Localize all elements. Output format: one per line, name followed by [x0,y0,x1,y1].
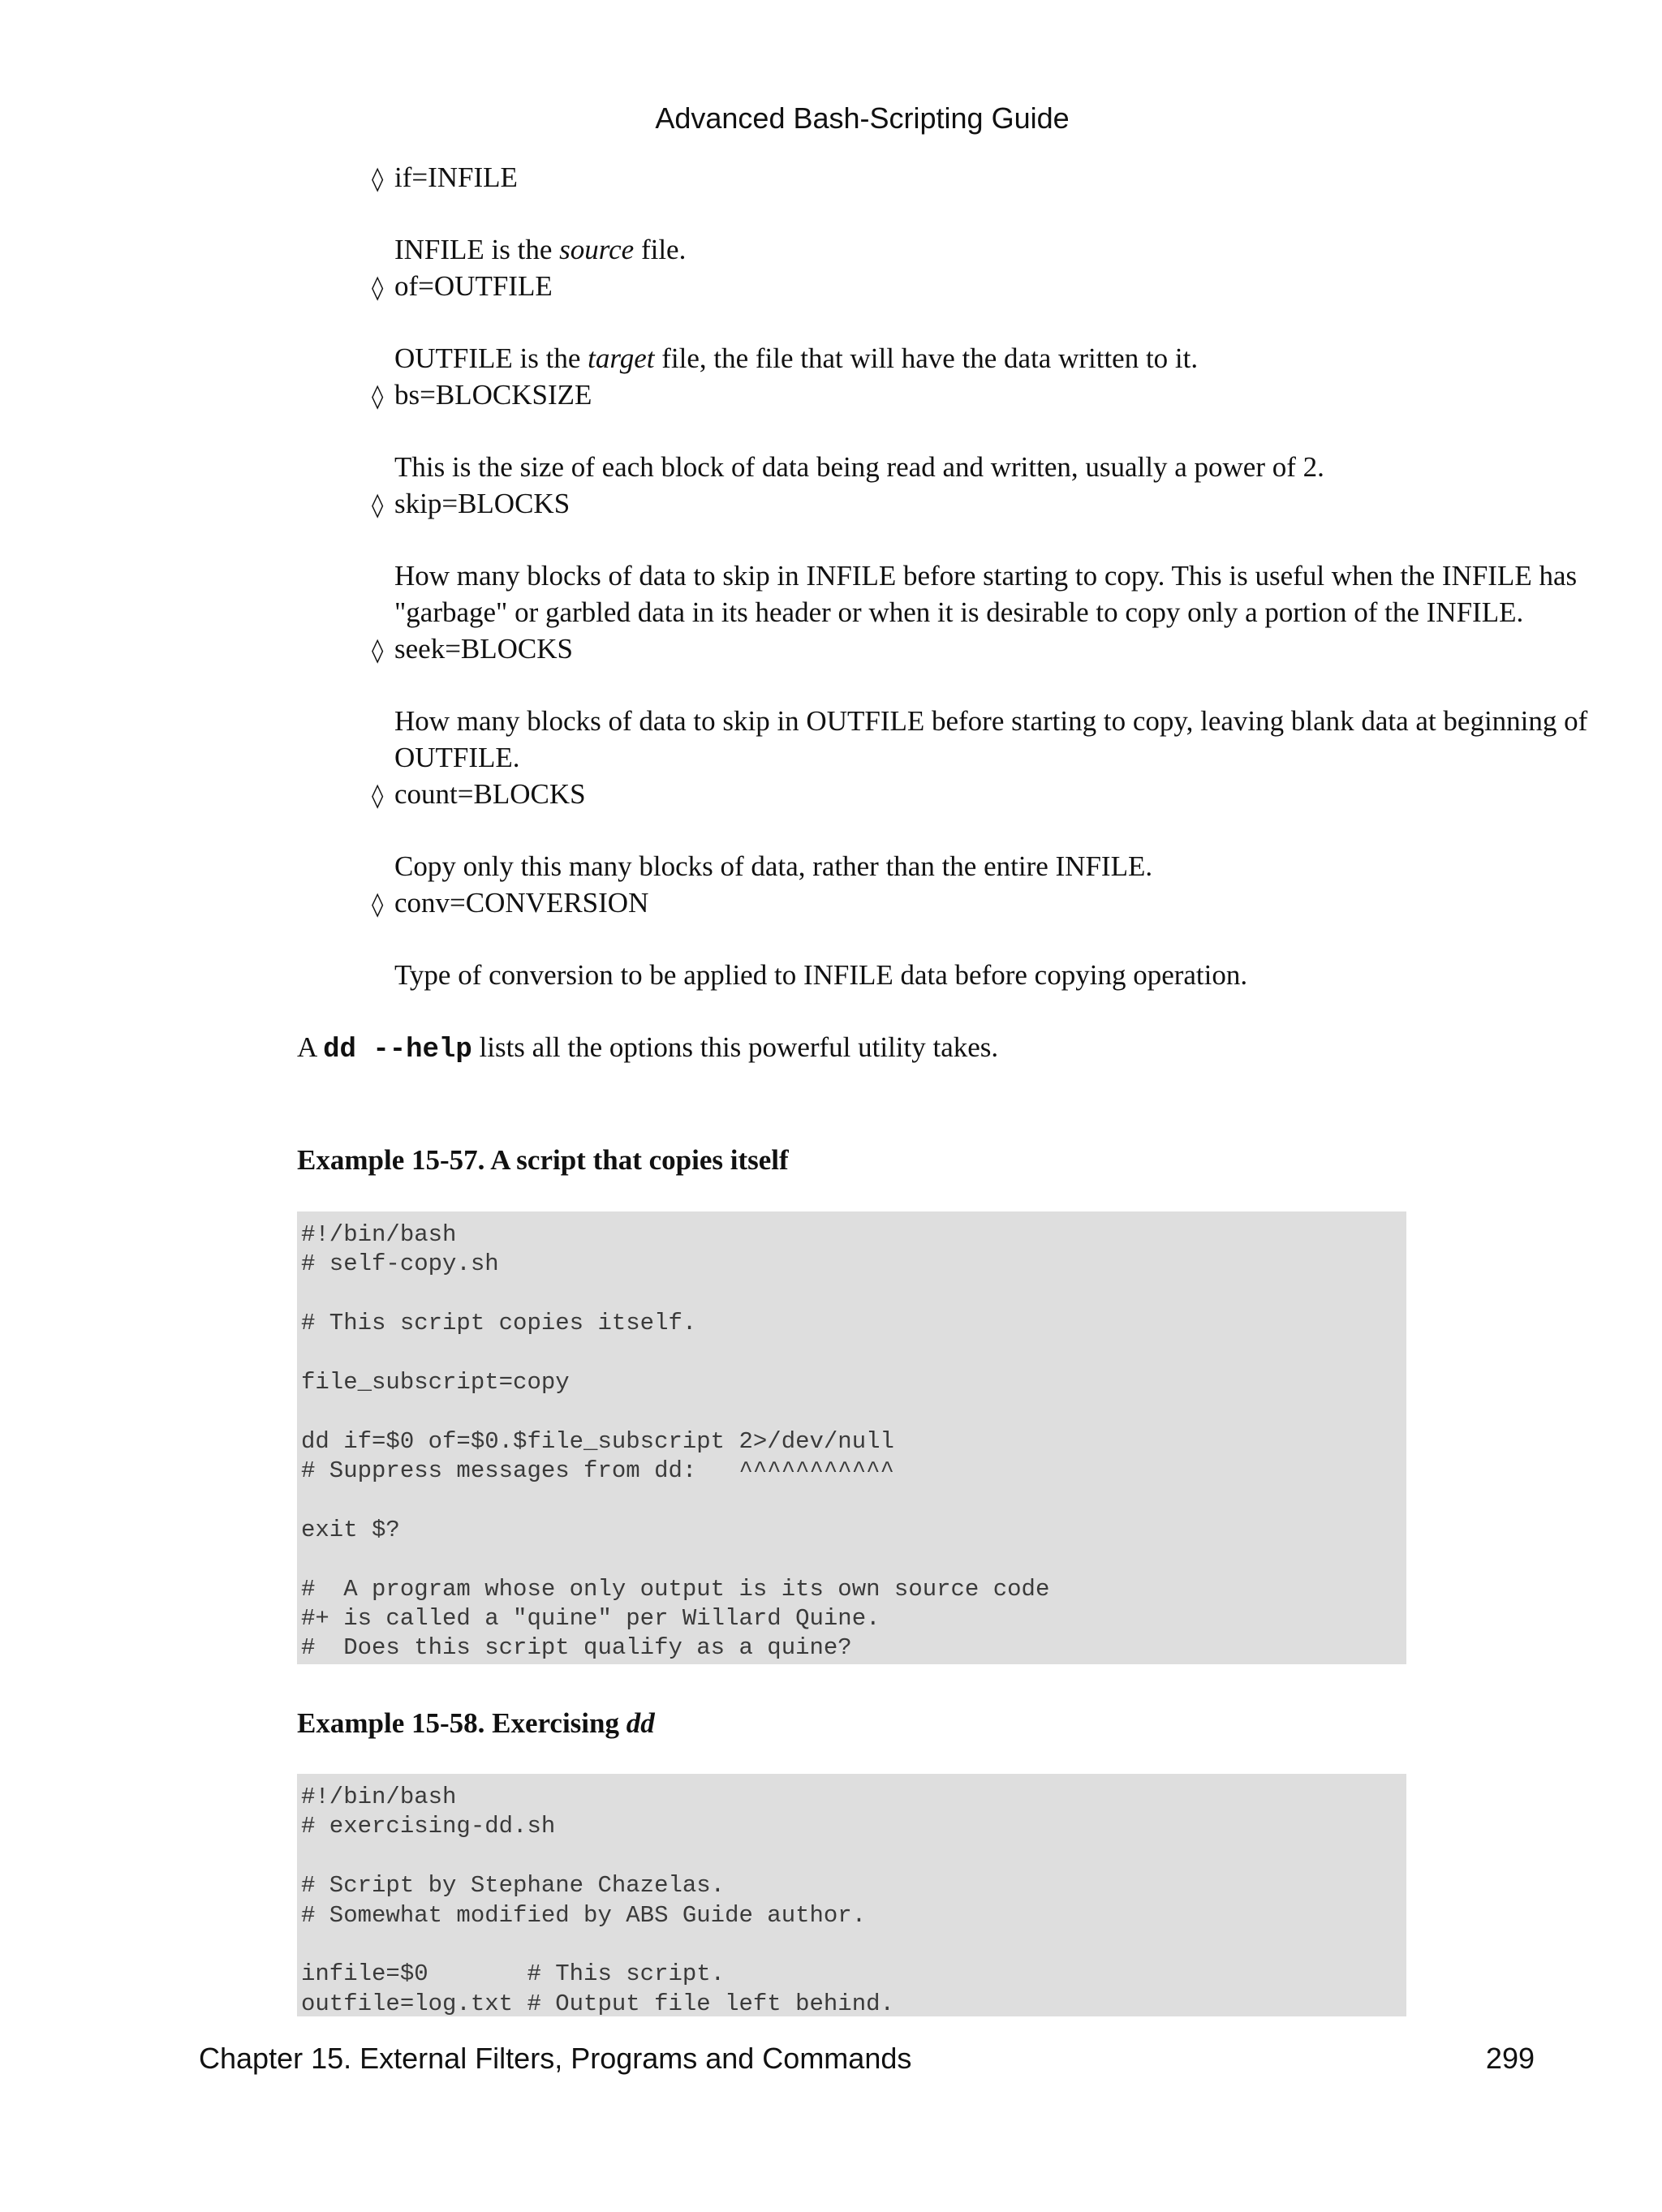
code-line: # Somewhat modified by ABS Guide author. [301,1901,867,1929]
code-line [301,1280,1406,1309]
example-15-58-title-prefix: Example 15-58. Exercising [297,1707,626,1739]
code-line: file_subscript=copy [301,1368,570,1396]
code-line [301,1487,1406,1516]
code-line: exit $? [301,1516,400,1543]
option-term [372,884,1589,921]
option-description-text: INFILE is the [394,234,560,265]
code-line: # self-copy.sh [301,1250,499,1278]
option-term [372,268,1589,304]
help-paragraph-before: A [297,1031,324,1063]
example-15-58-title-cmd: dd [626,1707,655,1739]
code-line: #!/bin/bash [301,1221,457,1248]
code-line: # Does this script qualify as a quine? [301,1634,852,1662]
lozenge-bullet-icon: ◊ [372,890,384,918]
option-term [372,377,1589,413]
footer-page-number: 299 [1485,2042,1535,2075]
option-term-text: conv=CONVERSION [394,887,649,919]
option-description [394,231,1589,268]
help-paragraph-after: lists all the options this powerful utility takes. [471,1031,999,1063]
option-term-text: bs=BLOCKSIZE [394,379,592,411]
option-description-emphasis: source [559,234,635,265]
code-block-exercising-dd [297,1774,1406,2016]
option-description [394,957,1589,993]
code-line [301,1397,1406,1427]
code-line: # exercising-dd.sh [301,1813,556,1840]
option-description-text: Copy only this many blocks of data, rather than the entire INFILE. [394,850,1153,882]
code-block-self-copy [297,1211,1406,1664]
lozenge-bullet-icon: ◊ [372,491,384,519]
code-line: infile=$0 # This script. [301,1960,726,1988]
code-line: #!/bin/bash [301,1784,457,1810]
option-term [372,776,1589,812]
option-term-text: skip=BLOCKS [394,488,571,519]
footer-chapter-title: Chapter 15. External Filters, Programs and Commands [199,2042,912,2075]
lozenge-bullet-icon: ◊ [372,781,384,809]
option-description [394,848,1589,884]
code-line [301,1930,1406,1960]
option-term [372,159,1589,196]
running-header: Advanced Bash-Scripting Guide [655,101,1070,135]
lozenge-bullet-icon: ◊ [372,165,384,192]
example-15-58-title [297,1705,655,1741]
code-line: # This script copies itself. [301,1310,697,1337]
code-line: #+ is called a "quine" per Willard Quine. [301,1605,881,1633]
option-description [394,340,1589,377]
option-description [394,449,1589,485]
option-term-text: seek=BLOCKS [394,633,574,665]
lozenge-bullet-icon: ◊ [372,382,384,410]
option-description-text: OUTFILE is the [394,342,588,374]
option-term [372,485,1589,522]
code-line [301,1339,1406,1368]
option-term-text: of=OUTFILE [394,270,553,302]
option-description-text: Type of conversion to be applied to INFILE data before copying operation. [394,959,1248,991]
code-line: # A program whose only output is its own source code [301,1575,1050,1603]
option-description-text: How many blocks of data to skip in OUTFILE before starting to copy, leaving blank data at beginning of OUTFILE. [394,705,1588,773]
code-line [301,1545,1406,1574]
lozenge-bullet-icon: ◊ [372,636,384,664]
option-description-emphasis: target [588,342,655,374]
code-line: # Script by Stephane Chazelas. [301,1872,726,1900]
dd-options-list [372,159,1589,993]
option-description-text: file. [634,234,687,265]
option-description-text: file, the file that will have the data written to it. [654,342,1199,374]
code-line: dd if=$0 of=$0.$file_subscript 2>/dev/null [301,1427,894,1455]
help-paragraph [297,1029,998,1069]
dd-help-command: dd --help [323,1035,472,1065]
lozenge-bullet-icon: ◊ [372,273,384,301]
code-line: # Suppress messages from dd: ^^^^^^^^^^^ [301,1457,894,1485]
option-term-text: count=BLOCKS [394,778,586,810]
option-term [372,630,1589,667]
option-description-text: How many blocks of data to skip in INFILE before starting to copy. This is useful when the INFILE has "garbage" or garbled data in its header or when it is desirable to copy only a portion of the INFILE. [394,560,1578,628]
option-description [394,703,1589,776]
option-term-text: if=INFILE [394,161,518,193]
code-line [301,1842,1406,1871]
option-description [394,557,1589,630]
code-line: outfile=log.txt # Output file left behind. [301,1990,894,2016]
example-15-57-title: Example 15-57. A script that copies itself [297,1144,789,1176]
option-description-text: This is the size of each block of data being read and written, usually a power of 2. [394,451,1324,483]
